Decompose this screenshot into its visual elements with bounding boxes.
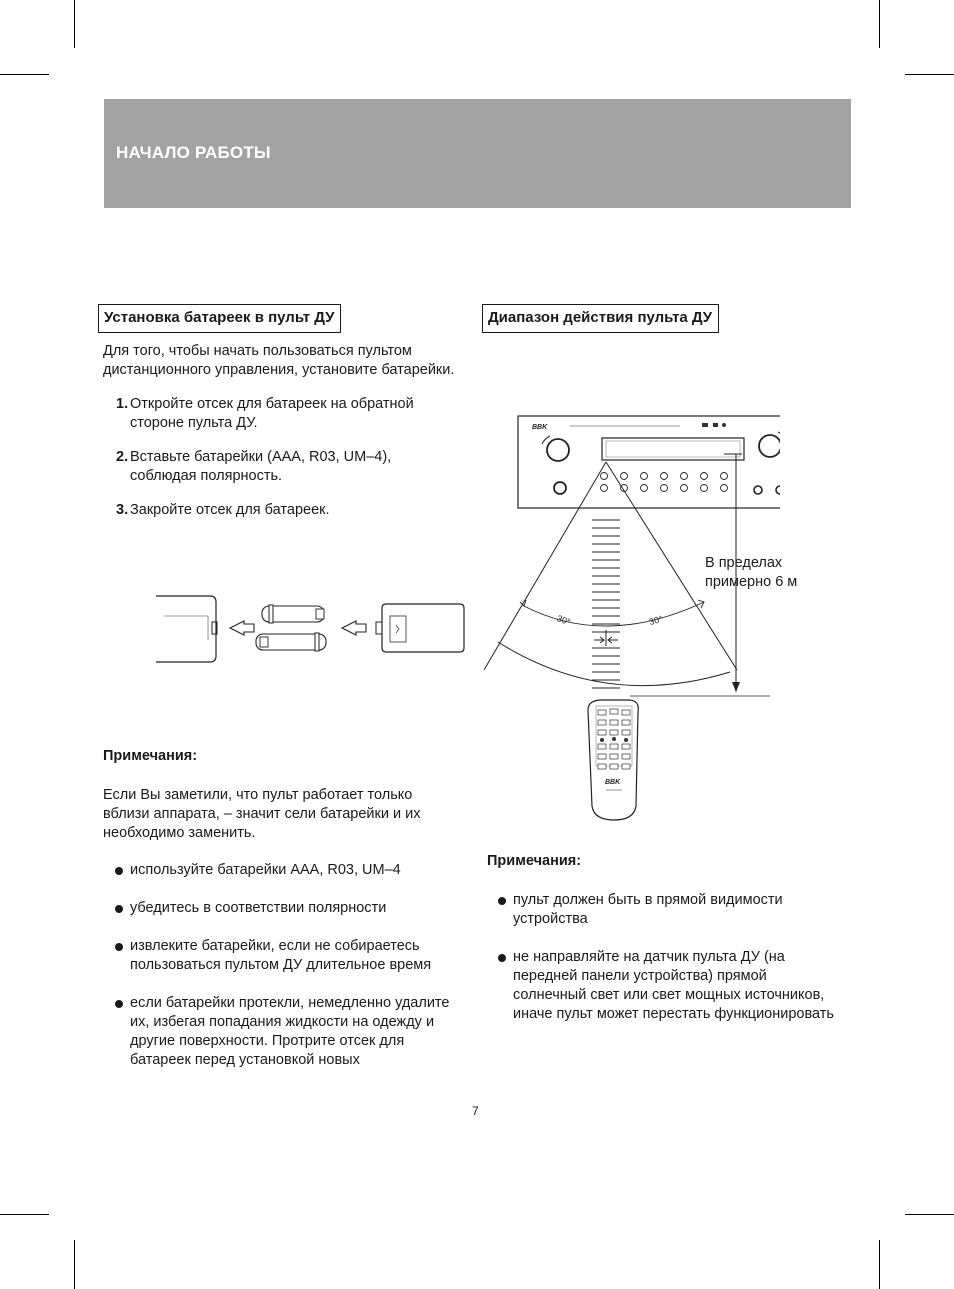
step-1: 1. Откройте отсек для батареек на обратной стороне пульта ДУ.: [116, 396, 414, 431]
left-bullet-1: используйте батарейки AAA, R03, UM–4: [115, 861, 475, 881]
battery-intro: Для того, чтобы начать пользоваться пультом дистанционного управления, установите батарейки.: [103, 343, 455, 378]
step-2: 2. Вставьте батарейки (AAA, R03, UM–4), соблюдая полярность.: [116, 449, 392, 484]
angle-label-right: 30°: [647, 613, 664, 628]
battery-install-heading: Установка батареек в пульт ДУ: [98, 304, 341, 333]
step-3: 3. Закройте отсек для батареек.: [116, 502, 330, 518]
crop-mark-tr-h: [905, 74, 954, 75]
left-notes-heading: Примечания:: [103, 748, 198, 764]
angle-label-left: 30°: [555, 613, 572, 628]
crop-mark-tl-v: [74, 0, 75, 48]
left-bullet-2: убедитесь в соответствии полярности: [115, 899, 475, 919]
page-number: 7: [472, 1104, 479, 1118]
page-title: НАЧАЛО РАБОТЫ: [116, 143, 271, 162]
battery-install-illustration: [150, 590, 470, 668]
crop-mark-bl-v: [74, 1240, 75, 1289]
crop-mark-br-h: [905, 1214, 954, 1215]
battery-icon: [256, 633, 326, 651]
battery-icon: [262, 605, 324, 623]
left-notes-intro: Если Вы заметили, что пульт работает только вблизи аппарата, – значит сели батарейки и их необходимо заменить.: [103, 787, 421, 841]
device-brand-logo: BBK: [532, 424, 548, 431]
remote-control-icon: [588, 700, 638, 820]
crop-mark-br-v: [879, 1240, 880, 1289]
left-bullet-3: извлеките батарейки, если не собираетесь пользоваться пультом ДУ длительное время: [115, 937, 475, 977]
right-notes-heading: Примечания:: [487, 853, 582, 869]
crop-mark-tl-h: [0, 74, 49, 75]
header-banner: [104, 99, 851, 208]
remote-brand-logo: BBK: [605, 779, 621, 786]
right-bullet-1: пульт должен быть в прямой видимости устройства: [498, 891, 858, 931]
right-bullet-2: не направляйте на датчик пульта ДУ (на передней панели устройства) прямой солнечный свет или свет мощных источников, иначе пульт может перестать функционировать: [498, 948, 858, 1026]
left-bullet-4: если батарейки протекли, немедленно удалите их, избегая попадания жидкости на одежду и другие поверхности. Протрите отсек для батареек перед установкой новых: [115, 994, 475, 1072]
crop-mark-bl-h: [0, 1214, 49, 1215]
distance-label: В пределах примерно 6 м: [705, 555, 798, 590]
crop-mark-tr-v: [879, 0, 880, 48]
remote-range-diagram: [480, 410, 780, 830]
remote-range-heading: Диапазон действия пульта ДУ: [482, 304, 719, 333]
